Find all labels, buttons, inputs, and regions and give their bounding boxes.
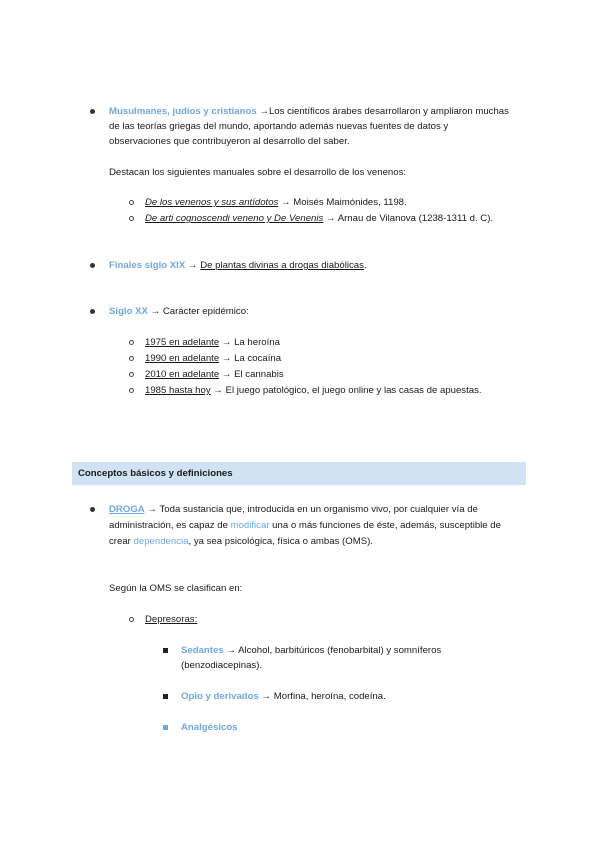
- item-droga: [109, 502, 478, 517]
- item-link-plantas[interactable]: De plantas divinas a drogas diabólicas: [200, 260, 364, 271]
- item-text: → Morfina, heroína, codeína.: [261, 691, 386, 702]
- period-label: 2010 en adelante: [145, 369, 220, 380]
- item-label-finales: Finales siglo XIX: [109, 260, 186, 271]
- bullet-square: [163, 694, 168, 699]
- period-label: 1985 hasta hoy: [145, 385, 211, 396]
- manual-item: [145, 195, 407, 210]
- bullet-circle: [129, 356, 134, 361]
- period-substance: → La heroína: [221, 337, 280, 348]
- item-label-droga: DROGA: [109, 504, 145, 515]
- item-label-analgesicos: Analgésicos: [181, 722, 238, 733]
- bullet-dot: [90, 507, 95, 512]
- paragraph-line: de las teorías griegas del mundo, aportando además nuevas fuentes de datos y: [109, 121, 449, 132]
- bullet-square: [163, 725, 168, 730]
- item-text: → Carácter epidémico:: [150, 306, 249, 317]
- bullet-dot: [90, 109, 95, 114]
- bullet-circle: [129, 216, 134, 221]
- period: .: [363, 260, 367, 271]
- arrow: →: [187, 260, 198, 271]
- highlight-dependencia: dependencia: [133, 536, 189, 547]
- period-item: [145, 351, 281, 366]
- period-label: 1975 en adelante: [145, 337, 220, 348]
- item-finales-siglo-xix: [109, 258, 367, 273]
- item-label-siglo-xx: Siglo XX: [109, 306, 148, 317]
- text-fragment: crear: [109, 536, 134, 547]
- bullet-circle: [129, 340, 134, 345]
- period-substance: → La cocaína: [221, 353, 282, 364]
- manual-title: De los venenos y sus antídotos: [145, 197, 279, 208]
- bullet-circle: [129, 617, 134, 622]
- item-label-musulmanes: Musulmanes, judíos y cristianos: [109, 106, 257, 117]
- highlight-modificar: modificar: [230, 520, 270, 531]
- bullet-dot: [90, 263, 95, 268]
- bullet-circle: [129, 388, 134, 393]
- item-text: → Toda sustancia que, introducida en un organismo vivo, por cualquier vía de: [147, 504, 478, 515]
- text-fragment: , ya sea psicológica, física o ambas (OMS).: [188, 536, 373, 547]
- category-label: Depresoras:: [145, 614, 198, 625]
- item-analgesicos: [181, 720, 238, 735]
- bullet-circle: [129, 200, 134, 205]
- item-opio: [181, 689, 386, 704]
- manual-author: → Arnau de Vilanova (1238-1311 d. C).: [325, 213, 494, 224]
- period-item: [145, 335, 280, 350]
- manual-item: [145, 211, 493, 226]
- paragraph-line: [109, 518, 501, 533]
- period-item: [145, 383, 482, 398]
- period-substance: → El juego patológico, el juego online y las casas de apuestas.: [213, 385, 482, 396]
- item-label-sedantes: Sedantes: [181, 645, 224, 656]
- arrow: →: [259, 106, 269, 117]
- section-heading-bar: [72, 462, 526, 485]
- manual-title: De arti cognoscendi veneno y De Venenis: [145, 213, 324, 224]
- bullet-dot: [90, 309, 95, 314]
- period-item: [145, 367, 284, 382]
- period-substance: → El cannabis: [221, 369, 284, 380]
- paragraph-line: observaciones que contribuyeron al desarrollo del saber.: [109, 136, 350, 147]
- item-musulmanes: [109, 104, 509, 119]
- bullet-circle: [129, 372, 134, 377]
- text-fragment: administración, es capaz de: [109, 520, 231, 531]
- bullet-square: [163, 648, 168, 653]
- section-heading: Conceptos básicos y definiciones: [78, 468, 233, 479]
- item-text: → Alcohol, barbitúricos (fenobarbital) y somníferos: [226, 645, 442, 656]
- depresoras-label: [145, 612, 197, 627]
- item-siglo-xx: [109, 304, 249, 319]
- manual-author: → Moisés Maimónides, 1198.: [281, 197, 407, 208]
- manuals-intro: Destacan los siguientes manuales sobre el desarrollo de los venenos:: [109, 167, 407, 178]
- item-label-opio: Opio y derivados: [181, 691, 259, 702]
- item-sedantes: [181, 643, 441, 658]
- item-text: Los científicos árabes desarrollaron y ampliaron muchas: [268, 106, 509, 117]
- text-fragment: una o más funciones de éste, además, susceptible de: [269, 520, 501, 531]
- paragraph-line: (benzodiacepinas).: [181, 660, 263, 671]
- oms-intro: Según la OMS se clasifican en:: [109, 583, 243, 594]
- period-label: 1990 en adelante: [145, 353, 220, 364]
- paragraph-line: [109, 534, 373, 549]
